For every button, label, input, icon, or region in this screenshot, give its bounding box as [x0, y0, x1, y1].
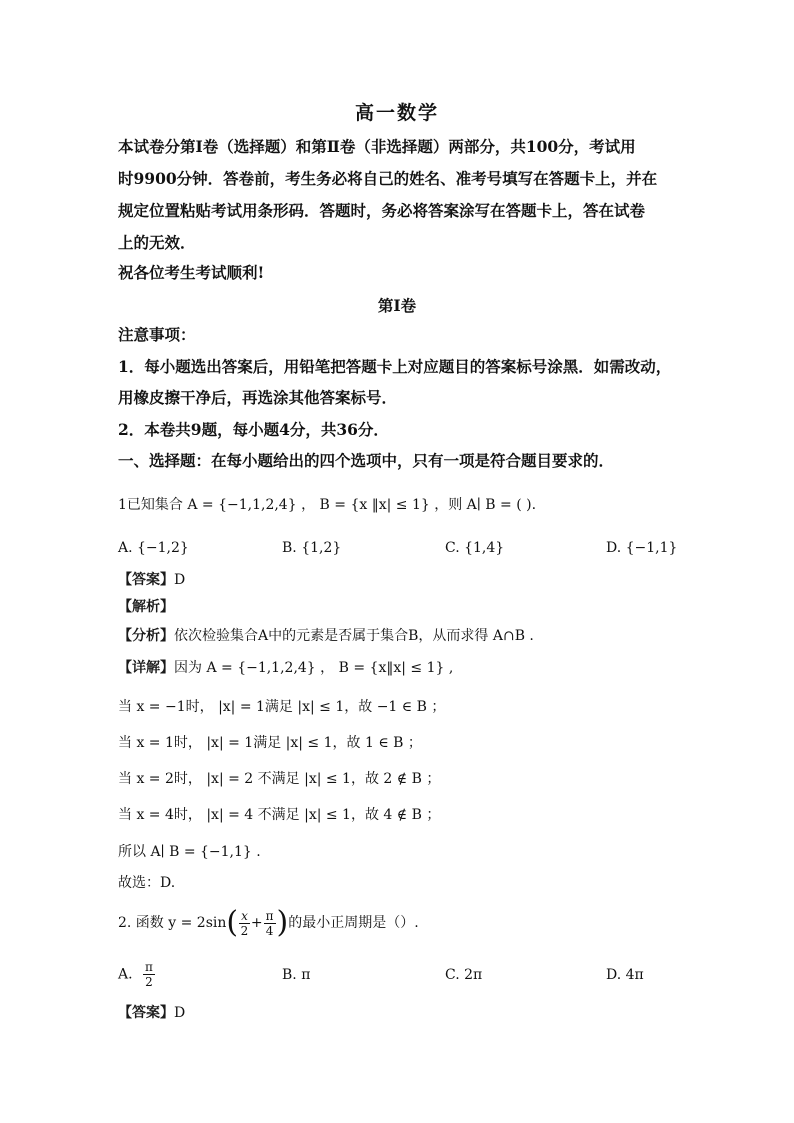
xiangjie-text: 因为 A = {−1,1,2,4} ， B = {x‖x| ≤ 1} ,	[174, 660, 454, 676]
note-1a: 1．每小题选出答案后，用铅笔把答题卡上对应题目的答案标号涂黑．如需改动，	[118, 357, 672, 376]
q2-option-b: B. π	[282, 967, 311, 983]
intro-line-4: 上的无效．	[118, 233, 196, 252]
q2-option-c: C. 2π	[445, 967, 483, 983]
paren-close-icon: )	[276, 905, 289, 940]
volume-heading: 第Ⅰ卷	[377, 296, 417, 315]
answer-value: D	[174, 572, 186, 588]
fenxi-text: 依次检验集合A中的元素是否属于集合B，从而求得 A∩B .	[174, 628, 534, 644]
q1-answer-line	[118, 570, 185, 590]
q1-xiangjie-line	[118, 658, 453, 678]
paren-open-icon: (	[226, 905, 239, 940]
intro-line-1: 本试卷分第Ⅰ卷（选择题）和第Ⅱ卷（非选择题）两部分，共100分，考试用	[118, 137, 636, 156]
answer-tag: 【答案】	[118, 572, 174, 588]
xiangjie-tag: 【详解】	[118, 660, 174, 676]
q2-stem	[118, 906, 419, 946]
intro-line-5: 祝各位考生考试顺利!	[118, 263, 265, 282]
q2-option-d: D. 4π	[606, 967, 644, 983]
q1-choose: 故选：D.	[118, 875, 176, 891]
q1-analysis-tag	[118, 597, 174, 617]
q1-option-d: D. {−1,1}	[606, 540, 678, 556]
q1-conclusion: 所以 A∣ B = {−1,1} .	[118, 844, 261, 860]
plus-sign: +	[250, 915, 263, 931]
q1-option-b: B. {1,2}	[282, 540, 342, 556]
q1-fenxi-line	[118, 626, 534, 646]
intro-line-2: 时9900分钟．答卷前，考生务必将自己的姓名、准考号填写在答题卡上，并在	[118, 169, 658, 188]
frac2-den: 4	[265, 923, 274, 938]
notes-heading: 注意事项：	[118, 325, 196, 344]
q1-step-1: 当 x = −1时， |x| = 1满足 |x| ≤ 1，故 −1 ∈ B ；	[118, 699, 446, 715]
q1-stem: 1已知集合 A = {−1,1,2,4} ， B = {x ‖x| ≤ 1} ，则 A∣ B = ( ).	[118, 497, 537, 513]
q2-answer-value: D	[174, 1005, 186, 1021]
frac1-num: x	[241, 908, 248, 923]
q2-option-a-label: A.	[118, 966, 133, 983]
q2a-num: π	[145, 960, 153, 974]
page-title: 高一数学	[354, 102, 439, 124]
fraction-x-over-2	[239, 909, 250, 938]
note-1b: 用橡皮擦干净后，再选涂其他答案标号．	[118, 388, 398, 407]
q2-answer-tag: 【答案】	[118, 1005, 174, 1021]
section-heading: 一、选择题：在每小题给出的四个选项中，只有一项是符合题目要求的．	[118, 451, 615, 470]
q1-option-a: A. {−1,2}	[118, 540, 189, 556]
q1-step-2: 当 x = 1时， |x| = 1满足 |x| ≤ 1，故 1 ∈ B ；	[118, 735, 422, 751]
note-2: 2．本卷共9题，每小题4分，共36分．	[118, 420, 389, 439]
q1-option-c: C. {1,4}	[445, 540, 505, 556]
q2-stem-pre: 2. 函数 y = 2sin	[118, 915, 227, 931]
frac1-den: 2	[240, 923, 249, 938]
q2a-den: 2	[145, 975, 153, 989]
q2-stem-post: 的最小正周期是（）.	[288, 915, 419, 931]
q1-step-4: 当 x = 4时， |x| = 4 不满足 |x| ≤ 1，故 4 ∉ B ；	[118, 807, 441, 823]
fraction-pi-over-2	[143, 960, 155, 989]
intro-line-3: 规定位置粘贴考试用条形码．答题时，务必将答案涂写在答题卡上，答在试卷	[118, 201, 646, 220]
analysis-tag: 【解析】	[118, 599, 174, 615]
q2-option-a	[118, 960, 156, 989]
q2-answer-line	[118, 1003, 185, 1023]
q1-step-3: 当 x = 2时， |x| = 2 不满足 |x| ≤ 1，故 2 ∉ B ；	[118, 771, 441, 787]
fraction-pi-over-4	[264, 909, 276, 938]
frac2-num: π	[265, 908, 274, 923]
fenxi-tag: 【分析】	[118, 628, 174, 644]
